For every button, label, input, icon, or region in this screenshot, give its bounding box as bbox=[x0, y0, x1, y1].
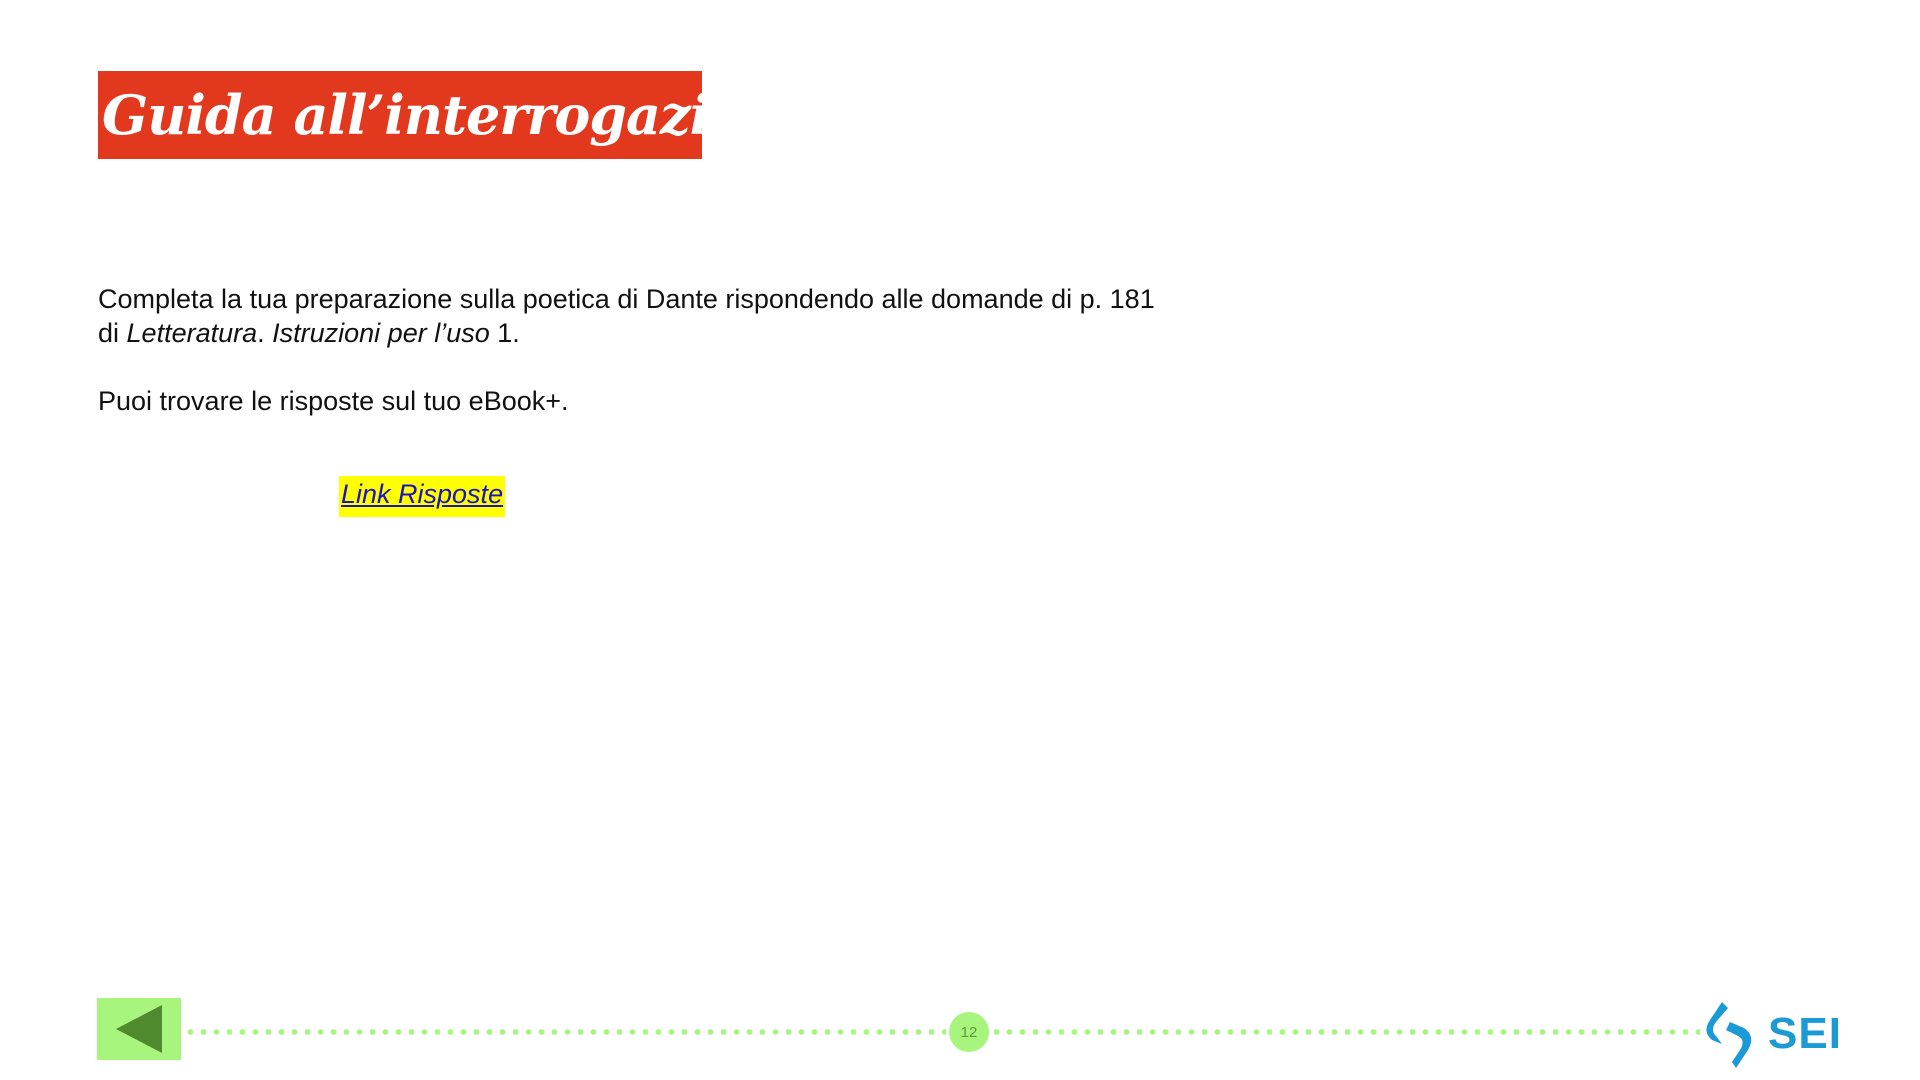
instructions-suffix: 1. bbox=[489, 318, 520, 348]
title-banner bbox=[98, 71, 816, 159]
paragraph-ebook: Puoi trovare le risposte sul tuo eBook+. bbox=[98, 386, 569, 416]
link-risposte[interactable]: Link Risposte bbox=[341, 479, 504, 509]
paragraph-instructions bbox=[98, 282, 1298, 350]
instructions-line-1: Completa la tua preparazione sulla poetica di Dante rispondendo alle domande di p. 181 bbox=[98, 284, 1155, 314]
back-button[interactable] bbox=[97, 998, 181, 1060]
page-number: 12 bbox=[960, 1023, 978, 1041]
sei-logo-mark-icon bbox=[1700, 998, 1758, 1070]
triangle-left-icon bbox=[114, 1003, 164, 1055]
link-highlight bbox=[339, 476, 505, 517]
footer-dotted-line-right bbox=[990, 1029, 1700, 1035]
body-text bbox=[98, 282, 1298, 418]
footer-dotted-line-left bbox=[184, 1029, 946, 1035]
page-title: Guida all’interrogazione bbox=[102, 83, 816, 147]
instructions-prefix: di bbox=[98, 318, 127, 348]
sei-logo bbox=[1700, 998, 1842, 1070]
book-title-part-2: Istruzioni per l’uso bbox=[272, 318, 490, 348]
sei-logo-text: SEI bbox=[1768, 1009, 1842, 1058]
book-title-part-1: Letteratura bbox=[126, 318, 258, 348]
instructions-separator: . bbox=[257, 318, 273, 348]
page-number-badge bbox=[949, 1012, 989, 1052]
